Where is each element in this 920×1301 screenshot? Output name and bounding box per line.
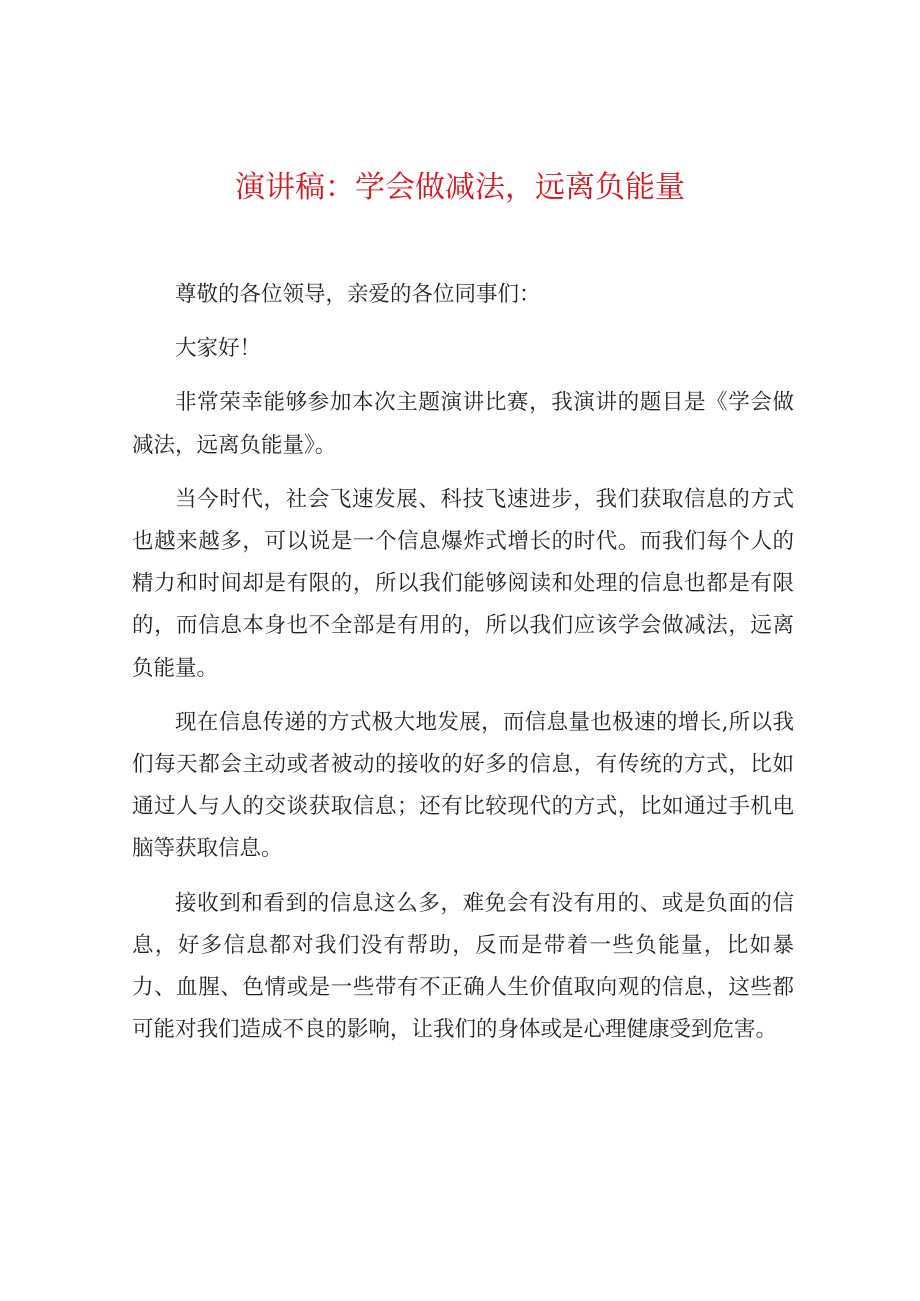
paragraph-greeting: 大家好！ [175, 336, 262, 362]
paragraph-body-3: 接收到和看到的信息这么多，难免会有没有用的、或是负面的信息，好多信息都对我们没有帮助，反而是带着一些负能量，比如暴力、血腥、色情或是一些带有不正确人生价值取向观的信息，这些都可能对我们造成不良的影响，让我们的身体或是心理健康受到危害。 [132, 890, 794, 1043]
paragraph-salutation: 尊敬的各位领导，亲爱的各位同事们： [175, 282, 541, 307]
paragraph-body-2: 现在信息传递的方式极大地发展，而信息量也极速的增长,所以我们每天都会主动或者被动的接收的好多的信息，有传统的方式，比如通过人与人的交谈获取信息；还有比较现代的方式，比如通过手机电脑等获取信息。 [132, 709, 794, 862]
paragraph-intro: 非常荣幸能够参加本次主题演讲比赛，我演讲的题目是《学会做减法，远离负能量》。 [132, 390, 794, 458]
document-body [132, 274, 794, 1063]
document-title: 演讲稿：学会做减法，远离负能量 [235, 170, 685, 205]
paragraph-body-1: 当今时代，社会飞速发展、科技飞速进步，我们获取信息的方式也越来越多，可以说是一个信息爆炸式增长的时代。而我们每个人的精力和时间却是有限的，所以我们能够阅读和处理的信息也都是有限的，而信息本身也不全部是有用的，所以我们应该学会做减法，远离负能量。 [132, 486, 794, 681]
